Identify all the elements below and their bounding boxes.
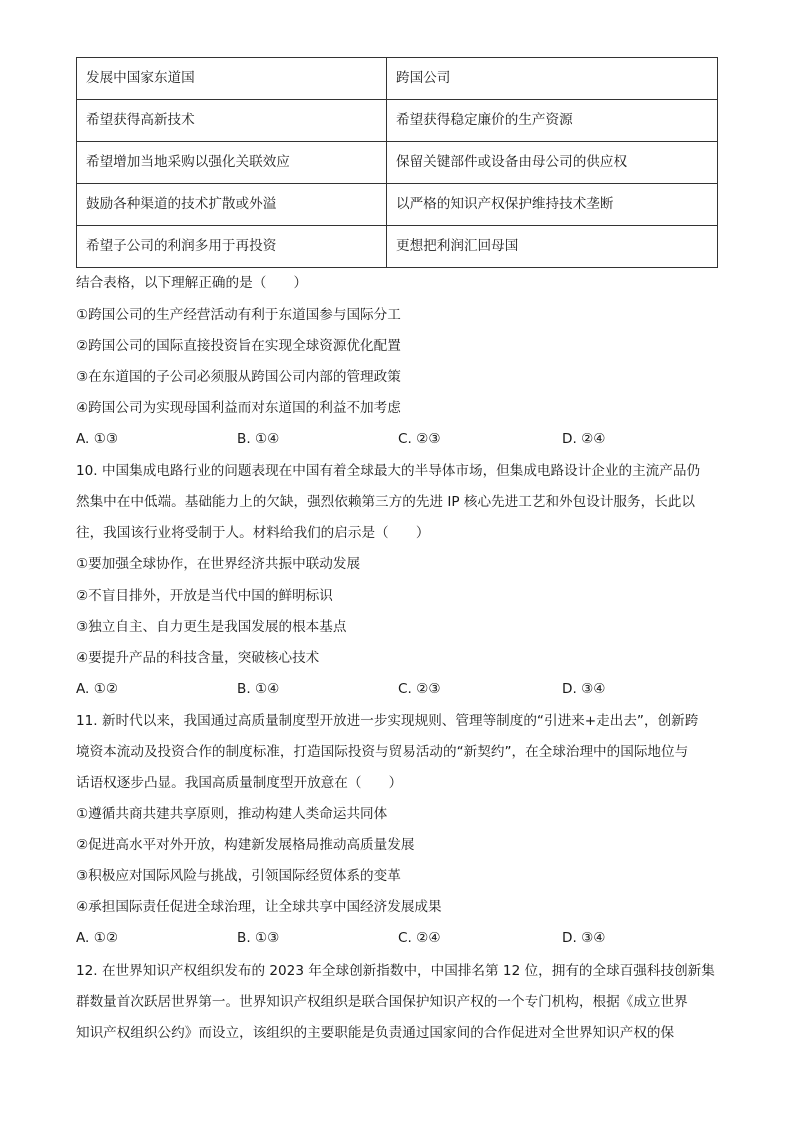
table-cell: 以严格的知识产权保护维持技术垄断 xyxy=(387,184,718,226)
question-11-item: ②促进高水平对外开放，构建新发展格局推动高质量发展 xyxy=(76,837,415,853)
comparison-table xyxy=(76,57,718,268)
question-9-option-d: D. ②④ xyxy=(562,431,606,447)
question-11-item: ④承担国际责任促进全球治理，让全球共享中国经济发展成果 xyxy=(76,899,442,915)
question-9-stem: 结合表格，以下理解正确的是（ ） xyxy=(76,275,308,291)
question-9-option-b: B. ①④ xyxy=(237,431,280,447)
table-cell: 鼓励各种渠道的技术扩散或外溢 xyxy=(77,184,387,226)
table-row xyxy=(77,100,718,142)
question-11-item: ①遵循共商共建共享原则，推动构建人类命运共同体 xyxy=(76,806,388,822)
table-row xyxy=(77,226,718,268)
table-row xyxy=(77,184,718,226)
table-cell: 发展中国家东道国 xyxy=(77,58,387,100)
question-12-stem: 群数量首次跃居世界第一。世界知识产权组织是联合国保护知识产权的一个专门机构，根据《成立世界 xyxy=(76,994,688,1010)
question-11-item: ③积极应对国际风险与挑战，引领国际经贸体系的变革 xyxy=(76,868,401,884)
table-cell: 希望子公司的利润多用于再投资 xyxy=(77,226,387,268)
question-10-option-a: A. ①② xyxy=(76,681,119,697)
question-11-option-b: B. ①③ xyxy=(237,930,280,946)
question-9-option-c: C. ②③ xyxy=(398,431,441,447)
question-12-stem: 12. 在世界知识产权组织发布的 2023 年全球创新指数中，中国排名第 12 位，拥有的全球百强科技创新集 xyxy=(76,963,715,979)
question-10-option-c: C. ②③ xyxy=(398,681,441,697)
question-10-stem: 然集中在中低端。基础能力上的欠缺，强烈依赖第三方的先进 IP 核心先进工艺和外包设计服务，长此以 xyxy=(76,494,695,510)
question-10-item: ②不盲目排外，开放是当代中国的鲜明标识 xyxy=(76,588,333,604)
question-10-item: ④要提升产品的科技含量，突破核心技术 xyxy=(76,650,320,666)
question-10-option-b: B. ①④ xyxy=(237,681,280,697)
table-cell: 更想把利润汇回母国 xyxy=(387,226,718,268)
table-cell: 希望增加当地采购以强化关联效应 xyxy=(77,142,387,184)
question-10-stem: 10. 中国集成电路行业的问题表现在中国有着全球最大的半导体市场，但集成电路设计企业的主流产品仍 xyxy=(76,463,701,479)
question-10-item: ①要加强全球协作，在世界经济共振中联动发展 xyxy=(76,556,361,572)
table-row xyxy=(77,142,718,184)
question-9-item: ③在东道国的子公司必须服从跨国公司内部的管理政策 xyxy=(76,369,401,385)
question-11-option-a: A. ①② xyxy=(76,930,119,946)
question-9-item: ②跨国公司的国际直接投资旨在实现全球资源优化配置 xyxy=(76,338,401,354)
table-cell: 跨国公司 xyxy=(387,58,718,100)
question-10-stem: 往，我国该行业将受制于人。材料给我们的启示是（ ） xyxy=(76,525,430,541)
question-9-option-a: A. ①③ xyxy=(76,431,119,447)
question-11-stem: 境资本流动及投资合作的制度标准，打造国际投资与贸易活动的“新契约”，在全球治理中的国际地位与 xyxy=(76,744,689,760)
table-cell: 保留关键部件或设备由母公司的供应权 xyxy=(387,142,718,184)
question-9-item: ①跨国公司的生产经营活动有利于东道国参与国际分工 xyxy=(76,307,401,323)
question-11-option-d: D. ③④ xyxy=(562,930,606,946)
table-row xyxy=(77,58,718,100)
question-12-stem: 知识产权组织公约》而设立，该组织的主要职能是负责通过国家间的合作促进对全世界知识产权的保 xyxy=(76,1025,675,1041)
table-cell: 希望获得高新技术 xyxy=(77,100,387,142)
question-10-item: ③独立自主、自力更生是我国发展的根本基点 xyxy=(76,619,347,635)
question-11-stem: 话语权逐步凸显。我国高质量制度型开放意在（ ） xyxy=(76,775,403,791)
question-10-option-d: D. ③④ xyxy=(562,681,606,697)
question-9-item: ④跨国公司为实现母国利益而对东道国的利益不加考虑 xyxy=(76,400,401,416)
question-11-stem: 11. 新时代以来，我国通过高质量制度型开放进一步实现规则、管理等制度的“引进来+走出去”，创新跨 xyxy=(76,713,699,729)
question-11-option-c: C. ②④ xyxy=(398,930,441,946)
table-cell: 希望获得稳定廉价的生产资源 xyxy=(387,100,718,142)
